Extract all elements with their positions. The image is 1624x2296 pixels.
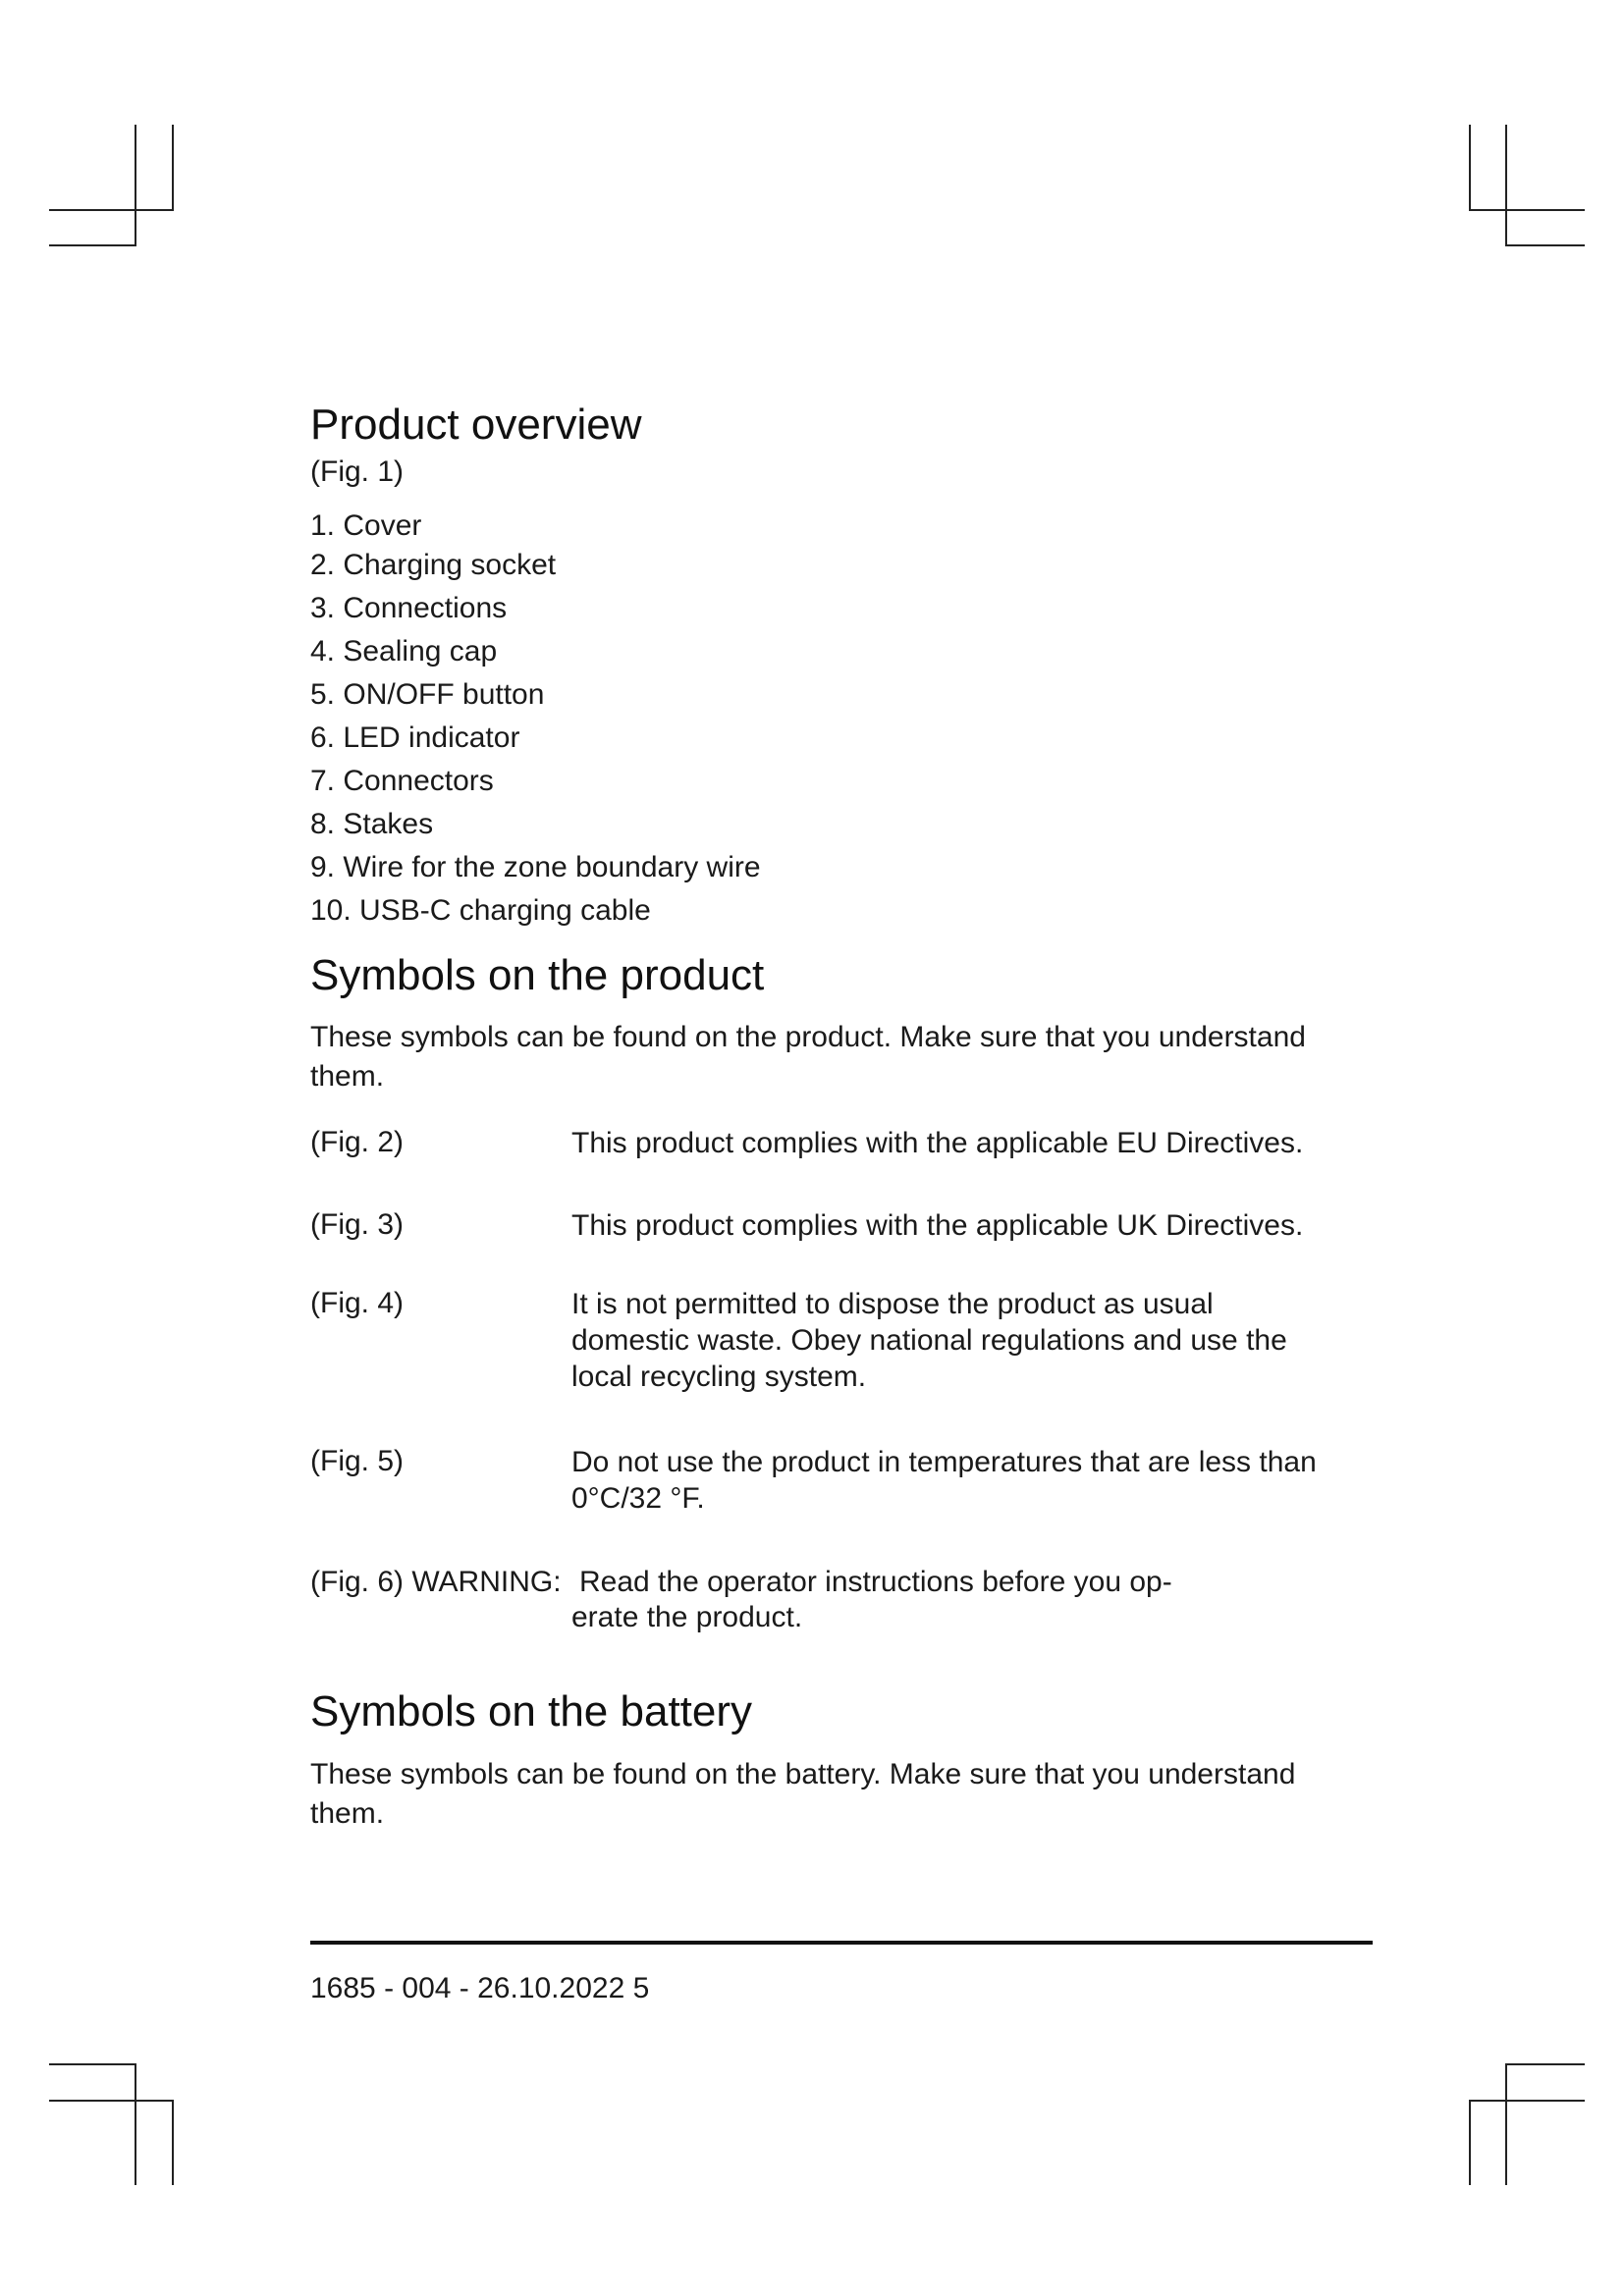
symbols-battery-heading: Symbols on the battery: [310, 1687, 753, 1735]
crop-mark-bottom-left: [49, 2100, 174, 2102]
symbol-fig-label: (Fig. 4): [310, 1287, 405, 1319]
crop-mark-bottom-left: [49, 2063, 136, 2065]
symbols-product-heading: Symbols on the product: [310, 951, 765, 999]
crop-mark-top-right: [1505, 125, 1507, 246]
crop-mark-bottom-right: [1505, 2063, 1507, 2185]
crop-mark-bottom-right: [1469, 2100, 1585, 2102]
list-item: 5. ON/OFF button: [310, 678, 545, 711]
crop-mark-bottom-left: [172, 2100, 174, 2185]
crop-mark-bottom-right: [1469, 2100, 1471, 2185]
crop-mark-top-left: [49, 244, 136, 246]
warning-fig-label: (Fig. 6) WARNING:: [310, 1566, 562, 1598]
list-item: 7. Connectors: [310, 765, 494, 797]
crop-mark-bottom-right: [1505, 2063, 1585, 2065]
list-item: 1. Cover: [310, 509, 422, 542]
crop-mark-top-right: [1469, 125, 1471, 211]
product-overview-fig-ref: (Fig. 1): [310, 455, 405, 488]
crop-mark-top-right: [1505, 244, 1585, 246]
list-item: 4. Sealing cap: [310, 635, 498, 667]
crop-mark-bottom-left: [135, 2063, 136, 2185]
symbol-fig-label: (Fig. 3): [310, 1208, 405, 1241]
symbol-fig-label: (Fig. 2): [310, 1126, 405, 1158]
symbol-description: This product complies with the applicable EU Directives.: [571, 1127, 1304, 1159]
crop-mark-top-left: [135, 125, 136, 246]
list-item: 10. USB-C charging cable: [310, 894, 651, 927]
list-item: 9. Wire for the zone boundary wire: [310, 851, 761, 883]
crop-mark-top-left: [172, 125, 174, 211]
symbol-description: Do not use the product in temperatures that are less than 0°C/32 °F.: [571, 1446, 1317, 1515]
symbol-description: This product complies with the applicable UK Directives.: [571, 1209, 1304, 1242]
footer-rule: [310, 1941, 1373, 1945]
crop-mark-top-left: [49, 209, 174, 211]
list-item: 6. LED indicator: [310, 721, 520, 754]
page-footer: 1685 - 004 - 26.10.2022 5: [310, 1972, 650, 2004]
symbol-fig-label: (Fig. 5): [310, 1445, 405, 1477]
product-overview-heading: Product overview: [310, 400, 642, 449]
symbols-battery-intro: These symbols can be found on the battery. Make sure that you understand them.: [310, 1758, 1296, 1830]
list-item: 8. Stakes: [310, 808, 434, 840]
warning-text-line-1: Read the operator instructions before you op-: [579, 1566, 1172, 1598]
crop-mark-top-right: [1469, 209, 1585, 211]
symbol-description: It is not permitted to dispose the product as usual domestic waste. Obey national regulations and use the local recycling system.: [571, 1288, 1287, 1393]
symbols-product-intro: These symbols can be found on the product. Make sure that you understand them.: [310, 1021, 1306, 1093]
list-item: 3. Connections: [310, 592, 508, 624]
warning-text-line-2: erate the product.: [571, 1601, 803, 1633]
list-item: 2. Charging socket: [310, 549, 557, 581]
